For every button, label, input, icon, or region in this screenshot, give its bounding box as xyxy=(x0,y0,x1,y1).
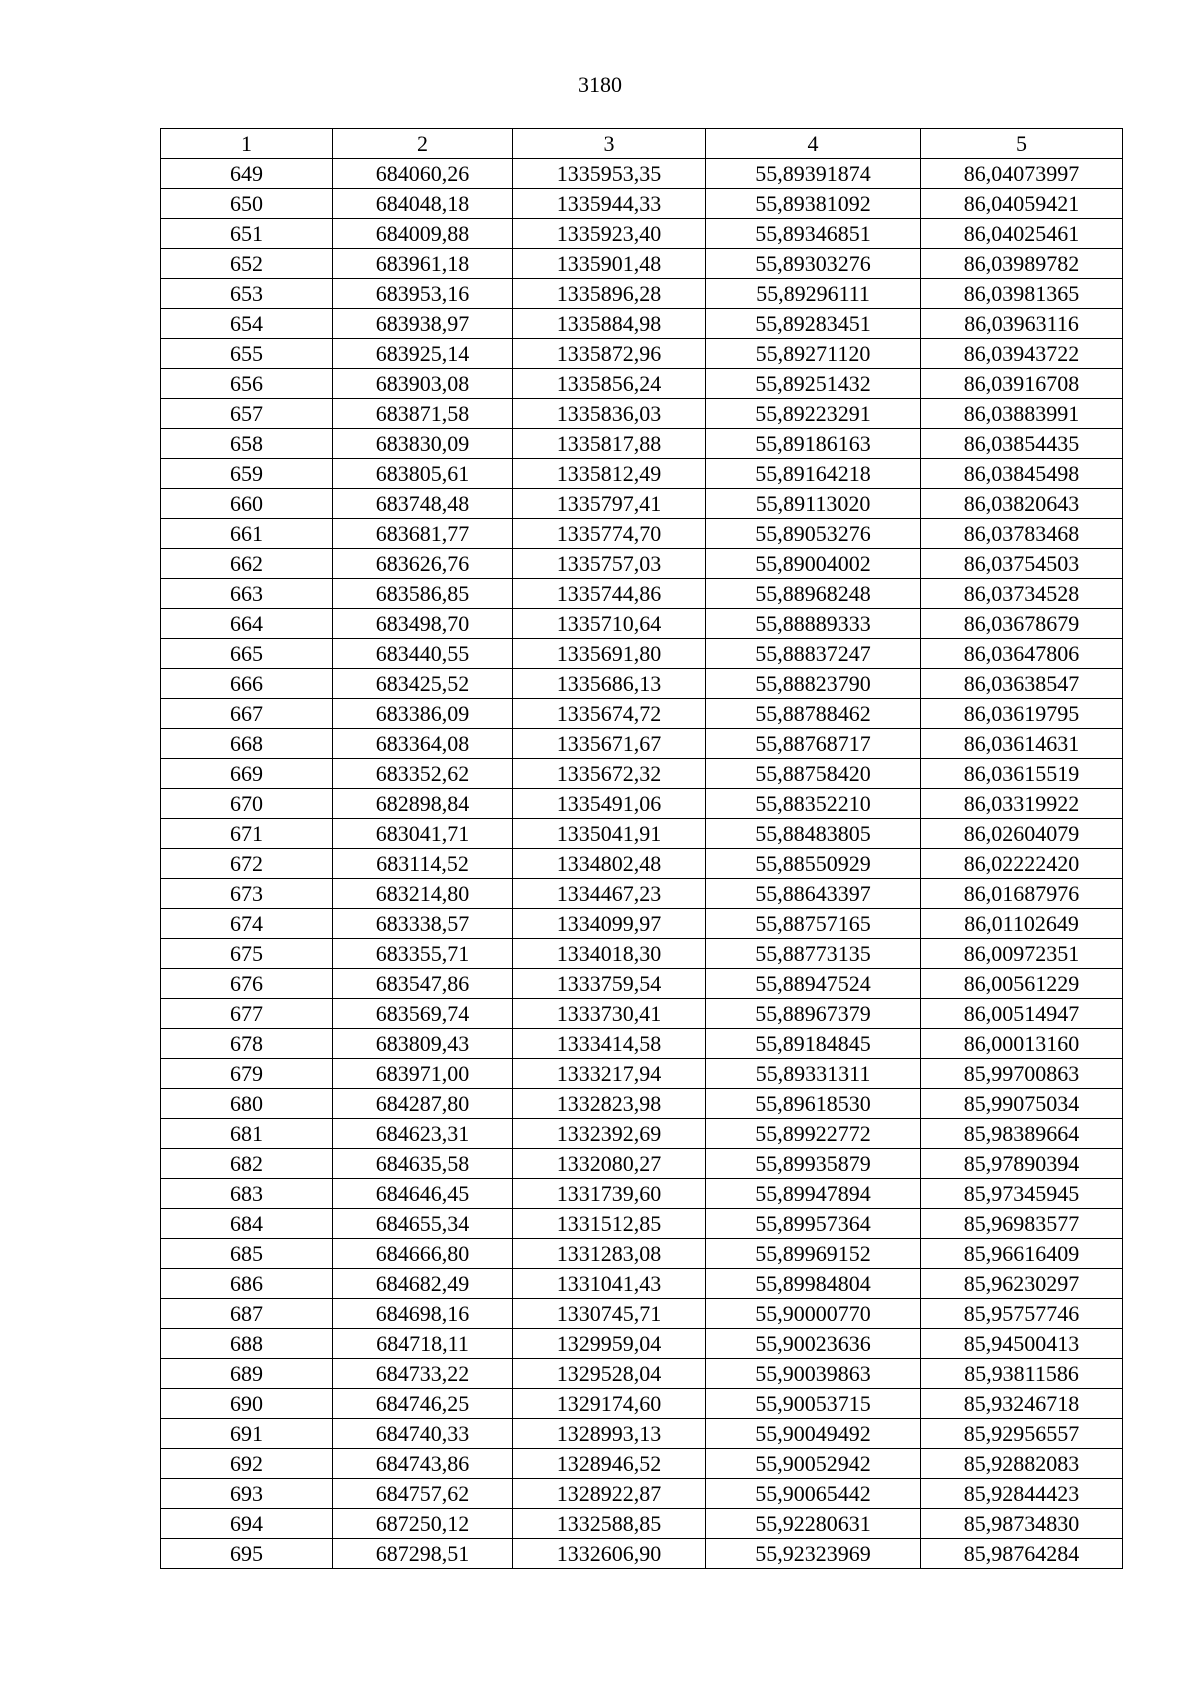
table-cell: 680 xyxy=(161,1089,333,1119)
table-cell: 55,89004002 xyxy=(706,549,921,579)
table-row xyxy=(161,1269,1123,1299)
table-cell: 1335953,35 xyxy=(513,159,706,189)
table-cell: 683805,61 xyxy=(333,459,513,489)
table-cell: 85,99075034 xyxy=(921,1089,1123,1119)
table-cell: 1335836,03 xyxy=(513,399,706,429)
table-cell: 655 xyxy=(161,339,333,369)
table-cell: 55,92280631 xyxy=(706,1509,921,1539)
table-cell: 683 xyxy=(161,1179,333,1209)
table-cell: 1335896,28 xyxy=(513,279,706,309)
table-cell: 86,03943722 xyxy=(921,339,1123,369)
table-cell: 86,03754503 xyxy=(921,549,1123,579)
table-cell: 1328993,13 xyxy=(513,1419,706,1449)
table-cell: 55,88788462 xyxy=(706,699,921,729)
table-cell: 1333759,54 xyxy=(513,969,706,999)
column-header-4: 4 xyxy=(706,129,921,159)
table-body xyxy=(161,159,1123,1569)
table-cell: 1331283,08 xyxy=(513,1239,706,1269)
table-row xyxy=(161,1299,1123,1329)
table-cell: 55,90049492 xyxy=(706,1419,921,1449)
table-cell: 55,89381092 xyxy=(706,189,921,219)
table-cell: 55,88758420 xyxy=(706,759,921,789)
table-cell: 55,89184845 xyxy=(706,1029,921,1059)
table-row xyxy=(161,459,1123,489)
table-cell: 683925,14 xyxy=(333,339,513,369)
table-cell: 684698,16 xyxy=(333,1299,513,1329)
table-cell: 86,03678679 xyxy=(921,609,1123,639)
table-cell: 1334802,48 xyxy=(513,849,706,879)
table-cell: 85,98764284 xyxy=(921,1539,1123,1569)
table-cell: 1334467,23 xyxy=(513,879,706,909)
table-cell: 55,89113020 xyxy=(706,489,921,519)
table-row xyxy=(161,549,1123,579)
table-row xyxy=(161,849,1123,879)
table-cell: 687298,51 xyxy=(333,1539,513,1569)
table-cell: 684635,58 xyxy=(333,1149,513,1179)
table-cell: 1335812,49 xyxy=(513,459,706,489)
table-cell: 55,89346851 xyxy=(706,219,921,249)
table-cell: 679 xyxy=(161,1059,333,1089)
table-cell: 687250,12 xyxy=(333,1509,513,1539)
table-cell: 675 xyxy=(161,939,333,969)
table-row xyxy=(161,939,1123,969)
table-cell: 651 xyxy=(161,219,333,249)
table-cell: 685 xyxy=(161,1239,333,1269)
table-cell: 86,03615519 xyxy=(921,759,1123,789)
table-cell: 55,88768717 xyxy=(706,729,921,759)
table-cell: 55,92323969 xyxy=(706,1539,921,1569)
table-cell: 683586,85 xyxy=(333,579,513,609)
table-cell: 55,90065442 xyxy=(706,1479,921,1509)
table-cell: 1335817,88 xyxy=(513,429,706,459)
table-cell: 683041,71 xyxy=(333,819,513,849)
table-cell: 693 xyxy=(161,1479,333,1509)
table-cell: 1333217,94 xyxy=(513,1059,706,1089)
table-row xyxy=(161,519,1123,549)
table-cell: 55,89618530 xyxy=(706,1089,921,1119)
table-cell: 684623,31 xyxy=(333,1119,513,1149)
table-cell: 676 xyxy=(161,969,333,999)
table-cell: 683681,77 xyxy=(333,519,513,549)
table-cell: 678 xyxy=(161,1029,333,1059)
table-cell: 660 xyxy=(161,489,333,519)
table-cell: 55,89296111 xyxy=(706,279,921,309)
table-row xyxy=(161,429,1123,459)
table-cell: 55,90023636 xyxy=(706,1329,921,1359)
table-cell: 85,97890394 xyxy=(921,1149,1123,1179)
table-cell: 683355,71 xyxy=(333,939,513,969)
table-cell: 1331739,60 xyxy=(513,1179,706,1209)
table-cell: 1331041,43 xyxy=(513,1269,706,1299)
table-row xyxy=(161,159,1123,189)
table-cell: 86,03734528 xyxy=(921,579,1123,609)
table-row xyxy=(161,489,1123,519)
table-cell: 683338,57 xyxy=(333,909,513,939)
table-cell: 1335872,96 xyxy=(513,339,706,369)
table-cell: 55,89053276 xyxy=(706,519,921,549)
table-cell: 683903,08 xyxy=(333,369,513,399)
table-cell: 86,00561229 xyxy=(921,969,1123,999)
table-cell: 666 xyxy=(161,669,333,699)
table-cell: 86,04073997 xyxy=(921,159,1123,189)
page-number: 3180 xyxy=(578,72,622,97)
table-cell: 683938,97 xyxy=(333,309,513,339)
table-cell: 85,96230297 xyxy=(921,1269,1123,1299)
table-cell: 657 xyxy=(161,399,333,429)
table-cell: 55,89303276 xyxy=(706,249,921,279)
table-cell: 1335041,91 xyxy=(513,819,706,849)
table-cell: 85,99700863 xyxy=(921,1059,1123,1089)
table-cell: 683547,86 xyxy=(333,969,513,999)
table-row xyxy=(161,1359,1123,1389)
table-cell: 86,03614631 xyxy=(921,729,1123,759)
table-cell: 1331512,85 xyxy=(513,1209,706,1239)
table-cell: 683425,52 xyxy=(333,669,513,699)
table-cell: 55,89331311 xyxy=(706,1059,921,1089)
table-row xyxy=(161,669,1123,699)
table-cell: 86,01102649 xyxy=(921,909,1123,939)
table-cell: 649 xyxy=(161,159,333,189)
table-row xyxy=(161,1479,1123,1509)
table-cell: 86,03638547 xyxy=(921,669,1123,699)
table-cell: 86,02222420 xyxy=(921,849,1123,879)
table-cell: 1332588,85 xyxy=(513,1509,706,1539)
column-header-1: 1 xyxy=(161,129,333,159)
table-row xyxy=(161,1059,1123,1089)
table-row xyxy=(161,1509,1123,1539)
table-cell: 670 xyxy=(161,789,333,819)
table-cell: 683114,52 xyxy=(333,849,513,879)
table-cell: 1328946,52 xyxy=(513,1449,706,1479)
table-cell: 688 xyxy=(161,1329,333,1359)
table-row xyxy=(161,789,1123,819)
table-cell: 86,03783468 xyxy=(921,519,1123,549)
table-cell: 1333730,41 xyxy=(513,999,706,1029)
table-cell: 662 xyxy=(161,549,333,579)
table-cell: 1332392,69 xyxy=(513,1119,706,1149)
table-cell: 85,92956557 xyxy=(921,1419,1123,1449)
table-cell: 684060,26 xyxy=(333,159,513,189)
table-cell: 55,90039863 xyxy=(706,1359,921,1389)
table-cell: 1329174,60 xyxy=(513,1389,706,1419)
table-cell: 86,03916708 xyxy=(921,369,1123,399)
table-cell: 55,88550929 xyxy=(706,849,921,879)
table-cell: 1335671,67 xyxy=(513,729,706,759)
table-cell: 1335710,64 xyxy=(513,609,706,639)
table-cell: 687 xyxy=(161,1299,333,1329)
table-cell: 1335856,24 xyxy=(513,369,706,399)
table-cell: 55,88889333 xyxy=(706,609,921,639)
table-cell: 1335923,40 xyxy=(513,219,706,249)
table-cell: 694 xyxy=(161,1509,333,1539)
table-row xyxy=(161,1239,1123,1269)
table-cell: 55,88837247 xyxy=(706,639,921,669)
table-cell: 683830,09 xyxy=(333,429,513,459)
table-cell: 55,88947524 xyxy=(706,969,921,999)
table-cell: 664 xyxy=(161,609,333,639)
table-cell: 683809,43 xyxy=(333,1029,513,1059)
table-cell: 1335774,70 xyxy=(513,519,706,549)
table-row xyxy=(161,249,1123,279)
table-cell: 55,89271120 xyxy=(706,339,921,369)
table-cell: 684682,49 xyxy=(333,1269,513,1299)
table-cell: 85,96983577 xyxy=(921,1209,1123,1239)
table-cell: 86,03854435 xyxy=(921,429,1123,459)
table-row xyxy=(161,1149,1123,1179)
table-cell: 86,03845498 xyxy=(921,459,1123,489)
table-cell: 85,98734830 xyxy=(921,1509,1123,1539)
table-row xyxy=(161,369,1123,399)
table-cell: 55,88757165 xyxy=(706,909,921,939)
table-cell: 55,88773135 xyxy=(706,939,921,969)
table-cell: 55,89283451 xyxy=(706,309,921,339)
table-cell: 686 xyxy=(161,1269,333,1299)
table-row xyxy=(161,729,1123,759)
table-cell: 658 xyxy=(161,429,333,459)
table-cell: 55,89391874 xyxy=(706,159,921,189)
table-cell: 683871,58 xyxy=(333,399,513,429)
table-cell: 674 xyxy=(161,909,333,939)
table-cell: 85,92844423 xyxy=(921,1479,1123,1509)
table-cell: 86,03319922 xyxy=(921,789,1123,819)
table-cell: 1335797,41 xyxy=(513,489,706,519)
table-cell: 663 xyxy=(161,579,333,609)
table-cell: 85,92882083 xyxy=(921,1449,1123,1479)
table-cell: 1328922,87 xyxy=(513,1479,706,1509)
table-cell: 684287,80 xyxy=(333,1089,513,1119)
table-cell: 683440,55 xyxy=(333,639,513,669)
table-cell: 55,88352210 xyxy=(706,789,921,819)
table-row xyxy=(161,219,1123,249)
table-row xyxy=(161,189,1123,219)
table-cell: 1335674,72 xyxy=(513,699,706,729)
table-row xyxy=(161,1029,1123,1059)
table-row xyxy=(161,609,1123,639)
table-cell: 55,88968248 xyxy=(706,579,921,609)
table-cell: 55,89947894 xyxy=(706,1179,921,1209)
table-cell: 85,93246718 xyxy=(921,1389,1123,1419)
table-cell: 672 xyxy=(161,849,333,879)
column-header-2: 2 xyxy=(333,129,513,159)
table-cell: 86,03981365 xyxy=(921,279,1123,309)
table-cell: 683214,80 xyxy=(333,879,513,909)
table-cell: 684746,25 xyxy=(333,1389,513,1419)
table-cell: 652 xyxy=(161,249,333,279)
table-cell: 55,88483805 xyxy=(706,819,921,849)
table-cell: 1335672,32 xyxy=(513,759,706,789)
table-cell: 684 xyxy=(161,1209,333,1239)
table-cell: 683626,76 xyxy=(333,549,513,579)
table-cell: 692 xyxy=(161,1449,333,1479)
table-cell: 690 xyxy=(161,1389,333,1419)
table-cell: 86,00013160 xyxy=(921,1029,1123,1059)
table-cell: 55,89984804 xyxy=(706,1269,921,1299)
table-cell: 684740,33 xyxy=(333,1419,513,1449)
table-row xyxy=(161,969,1123,999)
table-cell: 85,95757746 xyxy=(921,1299,1123,1329)
table-cell: 654 xyxy=(161,309,333,339)
table-cell: 683971,00 xyxy=(333,1059,513,1089)
table-cell: 667 xyxy=(161,699,333,729)
table-cell: 86,03963116 xyxy=(921,309,1123,339)
table-cell: 684757,62 xyxy=(333,1479,513,1509)
table-cell: 86,03647806 xyxy=(921,639,1123,669)
table-cell: 677 xyxy=(161,999,333,1029)
table-cell: 86,03619795 xyxy=(921,699,1123,729)
table-cell: 85,97345945 xyxy=(921,1179,1123,1209)
table-cell: 1332823,98 xyxy=(513,1089,706,1119)
table-row xyxy=(161,579,1123,609)
table-cell: 1333414,58 xyxy=(513,1029,706,1059)
table-row xyxy=(161,279,1123,309)
table-cell: 55,89164218 xyxy=(706,459,921,489)
table-cell: 55,88643397 xyxy=(706,879,921,909)
table-row xyxy=(161,1119,1123,1149)
table-cell: 683386,09 xyxy=(333,699,513,729)
table-cell: 85,93811586 xyxy=(921,1359,1123,1389)
table-cell: 55,89251432 xyxy=(706,369,921,399)
table-row xyxy=(161,639,1123,669)
table-cell: 684009,88 xyxy=(333,219,513,249)
table-cell: 681 xyxy=(161,1119,333,1149)
table-cell: 683953,16 xyxy=(333,279,513,309)
table-cell: 86,01687976 xyxy=(921,879,1123,909)
table-cell: 665 xyxy=(161,639,333,669)
table-row xyxy=(161,1179,1123,1209)
table-cell: 86,04059421 xyxy=(921,189,1123,219)
table-cell: 682 xyxy=(161,1149,333,1179)
table-cell: 55,89935879 xyxy=(706,1149,921,1179)
table-cell: 683748,48 xyxy=(333,489,513,519)
table-cell: 684048,18 xyxy=(333,189,513,219)
table-row xyxy=(161,1329,1123,1359)
table-row xyxy=(161,1449,1123,1479)
table-row xyxy=(161,399,1123,429)
table-cell: 1335686,13 xyxy=(513,669,706,699)
table-cell: 683961,18 xyxy=(333,249,513,279)
table-cell: 1335944,33 xyxy=(513,189,706,219)
table-cell: 1332606,90 xyxy=(513,1539,706,1569)
table-row xyxy=(161,909,1123,939)
table-cell: 1335491,06 xyxy=(513,789,706,819)
table-cell: 86,03883991 xyxy=(921,399,1123,429)
table-cell: 85,94500413 xyxy=(921,1329,1123,1359)
table-cell: 86,00972351 xyxy=(921,939,1123,969)
table-cell: 695 xyxy=(161,1539,333,1569)
table-cell: 55,90052942 xyxy=(706,1449,921,1479)
table-row xyxy=(161,1419,1123,1449)
table-cell: 684655,34 xyxy=(333,1209,513,1239)
table-cell: 689 xyxy=(161,1359,333,1389)
table-cell: 1335691,80 xyxy=(513,639,706,669)
table-cell: 682898,84 xyxy=(333,789,513,819)
table-row xyxy=(161,699,1123,729)
table-row xyxy=(161,819,1123,849)
table-row xyxy=(161,759,1123,789)
table-row xyxy=(161,1389,1123,1419)
table-cell: 1335884,98 xyxy=(513,309,706,339)
table-cell: 683352,62 xyxy=(333,759,513,789)
table-cell: 86,03820643 xyxy=(921,489,1123,519)
table-cell: 673 xyxy=(161,879,333,909)
table-cell: 55,89957364 xyxy=(706,1209,921,1239)
table-cell: 1335901,48 xyxy=(513,249,706,279)
table-row xyxy=(161,1209,1123,1239)
column-header-5: 5 xyxy=(921,129,1123,159)
table-cell: 1329959,04 xyxy=(513,1329,706,1359)
table-row xyxy=(161,999,1123,1029)
table-cell: 55,89922772 xyxy=(706,1119,921,1149)
table-row xyxy=(161,1089,1123,1119)
table-cell: 669 xyxy=(161,759,333,789)
table-cell: 1329528,04 xyxy=(513,1359,706,1389)
table-cell: 85,96616409 xyxy=(921,1239,1123,1269)
table-cell: 55,88967379 xyxy=(706,999,921,1029)
table-cell: 86,02604079 xyxy=(921,819,1123,849)
header-row xyxy=(161,129,1123,159)
table-cell: 650 xyxy=(161,189,333,219)
table-row xyxy=(161,1539,1123,1569)
table-cell: 684743,86 xyxy=(333,1449,513,1479)
table-row xyxy=(161,339,1123,369)
table-cell: 55,90000770 xyxy=(706,1299,921,1329)
table-cell: 1332080,27 xyxy=(513,1149,706,1179)
table-cell: 684733,22 xyxy=(333,1359,513,1389)
table-cell: 653 xyxy=(161,279,333,309)
table-cell: 659 xyxy=(161,459,333,489)
table-cell: 1335744,86 xyxy=(513,579,706,609)
table-row xyxy=(161,309,1123,339)
table-cell: 671 xyxy=(161,819,333,849)
table-header xyxy=(161,129,1123,159)
table-cell: 683569,74 xyxy=(333,999,513,1029)
table-cell: 1334018,30 xyxy=(513,939,706,969)
table-cell: 691 xyxy=(161,1419,333,1449)
column-header-3: 3 xyxy=(513,129,706,159)
table-cell: 86,00514947 xyxy=(921,999,1123,1029)
table-cell: 55,89223291 xyxy=(706,399,921,429)
table-row xyxy=(161,879,1123,909)
table-cell: 55,89969152 xyxy=(706,1239,921,1269)
table-cell: 1335757,03 xyxy=(513,549,706,579)
table-cell: 684718,11 xyxy=(333,1329,513,1359)
table-cell: 86,03989782 xyxy=(921,249,1123,279)
table-cell: 86,04025461 xyxy=(921,219,1123,249)
table-cell: 55,89186163 xyxy=(706,429,921,459)
coordinates-table xyxy=(160,128,1123,1569)
table-cell: 684666,80 xyxy=(333,1239,513,1269)
table-cell: 684646,45 xyxy=(333,1179,513,1209)
table-cell: 85,98389664 xyxy=(921,1119,1123,1149)
table-cell: 55,90053715 xyxy=(706,1389,921,1419)
table-cell: 55,88823790 xyxy=(706,669,921,699)
table-cell: 656 xyxy=(161,369,333,399)
table-cell: 683364,08 xyxy=(333,729,513,759)
table-cell: 661 xyxy=(161,519,333,549)
table-cell: 668 xyxy=(161,729,333,759)
table-cell: 683498,70 xyxy=(333,609,513,639)
table-cell: 1330745,71 xyxy=(513,1299,706,1329)
table-cell: 1334099,97 xyxy=(513,909,706,939)
